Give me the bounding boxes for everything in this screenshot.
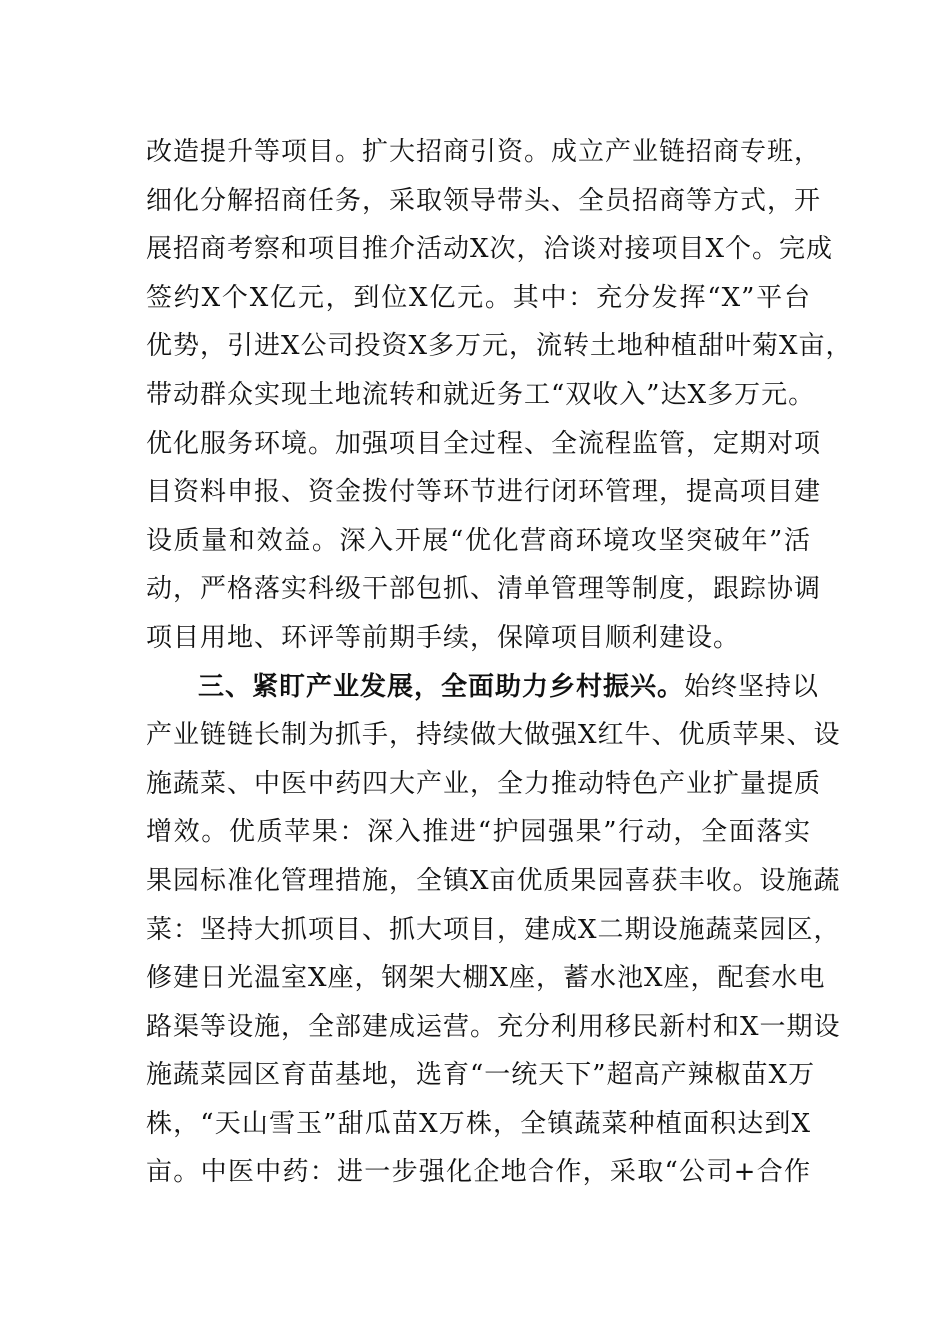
text-line: 优化服务环境。加强项目全过程、全流程监管，定期对项 <box>146 428 822 459</box>
text-line: 修建日光温室X座，钢架大棚X座，蓄水池X座，配套水电 <box>146 963 826 994</box>
text-line: 施蔬菜园区育苗基地，选育“一统天下”超高产辣椒苗X万 <box>146 1060 816 1091</box>
section-first-line-text: 始终坚持以 <box>684 671 820 702</box>
text-line: 带动群众实现土地流转和就近务工“双收入”达X多万元。 <box>146 379 816 410</box>
text-line: 动，严格落实科级干部包抓、清单管理等制度，跟踪协调 <box>146 574 822 605</box>
text-line: 设质量和效益。深入开展“优化营商环境攻坚突破年”活 <box>146 525 811 556</box>
text-line: 优势，引进X公司投资X多万元，流转土地种植甜叶菊X亩， <box>146 331 853 362</box>
section-heading: 三、紧盯产业发展，全面助力乡村振兴。 <box>198 671 685 702</box>
text-line: 增效。优质苹果：深入推进“护园强果”行动，全面落实 <box>146 817 811 848</box>
text-line: 签约X个X亿元，到位X亿元。其中：充分发挥“X”平台 <box>146 282 811 313</box>
text-line: 目资料申报、资金拨付等环节进行闭环管理，提高项目建 <box>146 477 822 508</box>
text-line: 路渠等设施，全部建成运营。充分利用移民新村和X一期设 <box>146 1011 841 1042</box>
text-line: 施蔬菜、中医中药四大产业，全力推动特色产业扩量提质 <box>146 768 822 799</box>
text-line: 细化分解招商任务，采取领导带头、全员招商等方式，开 <box>146 185 822 216</box>
text-line: 展招商考察和项目推介活动X次，洽谈对接项目X个。完成 <box>146 234 834 265</box>
text-line: 果园标准化管理措施，全镇X亩优质果园喜获丰收。设施蔬 <box>146 865 841 896</box>
text-line: 亩。中医中药：进一步强化企地合作，采取“公司+合作 <box>146 1157 811 1188</box>
text-line: 项目用地、环评等前期手续，保障项目顺利建设。 <box>146 622 741 653</box>
body-text <box>146 128 853 1197</box>
text-line: 改造提升等项目。扩大招商引资。成立产业链招商专班， <box>146 137 822 167</box>
text-line: 产业链链长制为抓手，持续做大做强X红牛、优质苹果、设 <box>146 720 841 751</box>
text-line: 株，“天山雪玉”甜瓜苗X万株，全镇蔬菜种植面积达到X <box>146 1108 811 1139</box>
text-line: 菜：坚持大抓项目、抓大项目，建成X二期设施蔬菜园区， <box>146 914 841 945</box>
section-heading-line <box>146 663 820 712</box>
